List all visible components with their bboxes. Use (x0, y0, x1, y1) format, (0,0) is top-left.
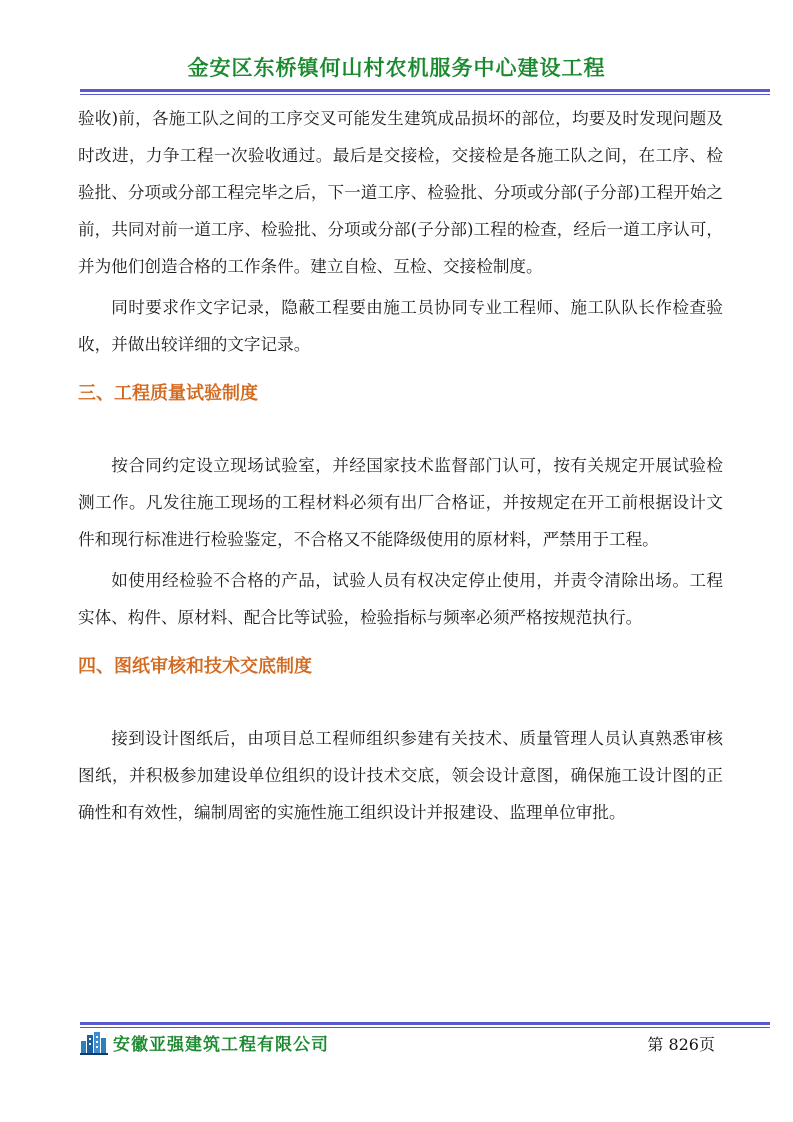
paragraph-1: 验收)前，各施工队之间的工序交叉可能发生建筑成品损坏的部位，均要及时发现问题及时改进，力争工程一次验收通过。最后是交接检，交接检是各施工队之间，在工序、检验批、分项或分部工程完毕之后，下一道工序、检验批、分项或分部(子分部)工程开始之前，共同对前一道工序、检验批、分项或分部(子分部)工程的检查，经后一道工序认可，并为他们创造合格的工作条件。建立自检、互检、交接检制度。 (78, 109, 723, 276)
paragraph-4: 如使用经检验不合格的产品，试验人员有权决定停止使用，并责令清除出场。工程实体、构件、原材料、配合比等试验，检验指标与频率必须严格按规范执行。 (78, 571, 723, 627)
footer-rule (80, 1022, 770, 1025)
footer-rule-thin (80, 1027, 770, 1028)
building-logo-icon (80, 1031, 110, 1055)
page-number: 第 826页 (647, 1035, 715, 1054)
header-rule (80, 89, 770, 92)
header-title: 金安区东桥镇何山村农机服务中心建设工程 (187, 56, 606, 80)
footer-company-name: 安徽亚强建筑工程有限公司 (113, 1035, 329, 1055)
paragraph-3: 按合同约定设立现场试验室，并经国家技术监督部门认可，按有关规定开展试验检测工作。凡发往施工现场的工程材料必须有出厂合格证，并按规定在开工前根据设计文件和现行标准进行检验鉴定，不合格又不能降级使用的原材料，严禁用于工程。 (78, 456, 723, 549)
header-rule-thin (80, 94, 770, 95)
document-body (78, 100, 723, 831)
section-heading-3: 三、工程质量试验制度 (78, 383, 258, 404)
paragraph-5: 接到设计图纸后，由项目总工程师组织参建有关技术、质量管理人员认真熟悉审核图纸，并积极参加建设单位组织的设计技术交底，领会设计意图，确保施工设计图的正确性和有效性，编制周密的实施性施工组织设计并报建设、监理单位审批。 (78, 729, 723, 822)
paragraph-2: 同时要求作文字记录，隐蔽工程要由施工员协同专业工程师、施工队队长作检查验收，并做出较详细的文字记录。 (78, 298, 723, 354)
section-heading-4: 四、图纸审核和技术交底制度 (78, 656, 312, 677)
